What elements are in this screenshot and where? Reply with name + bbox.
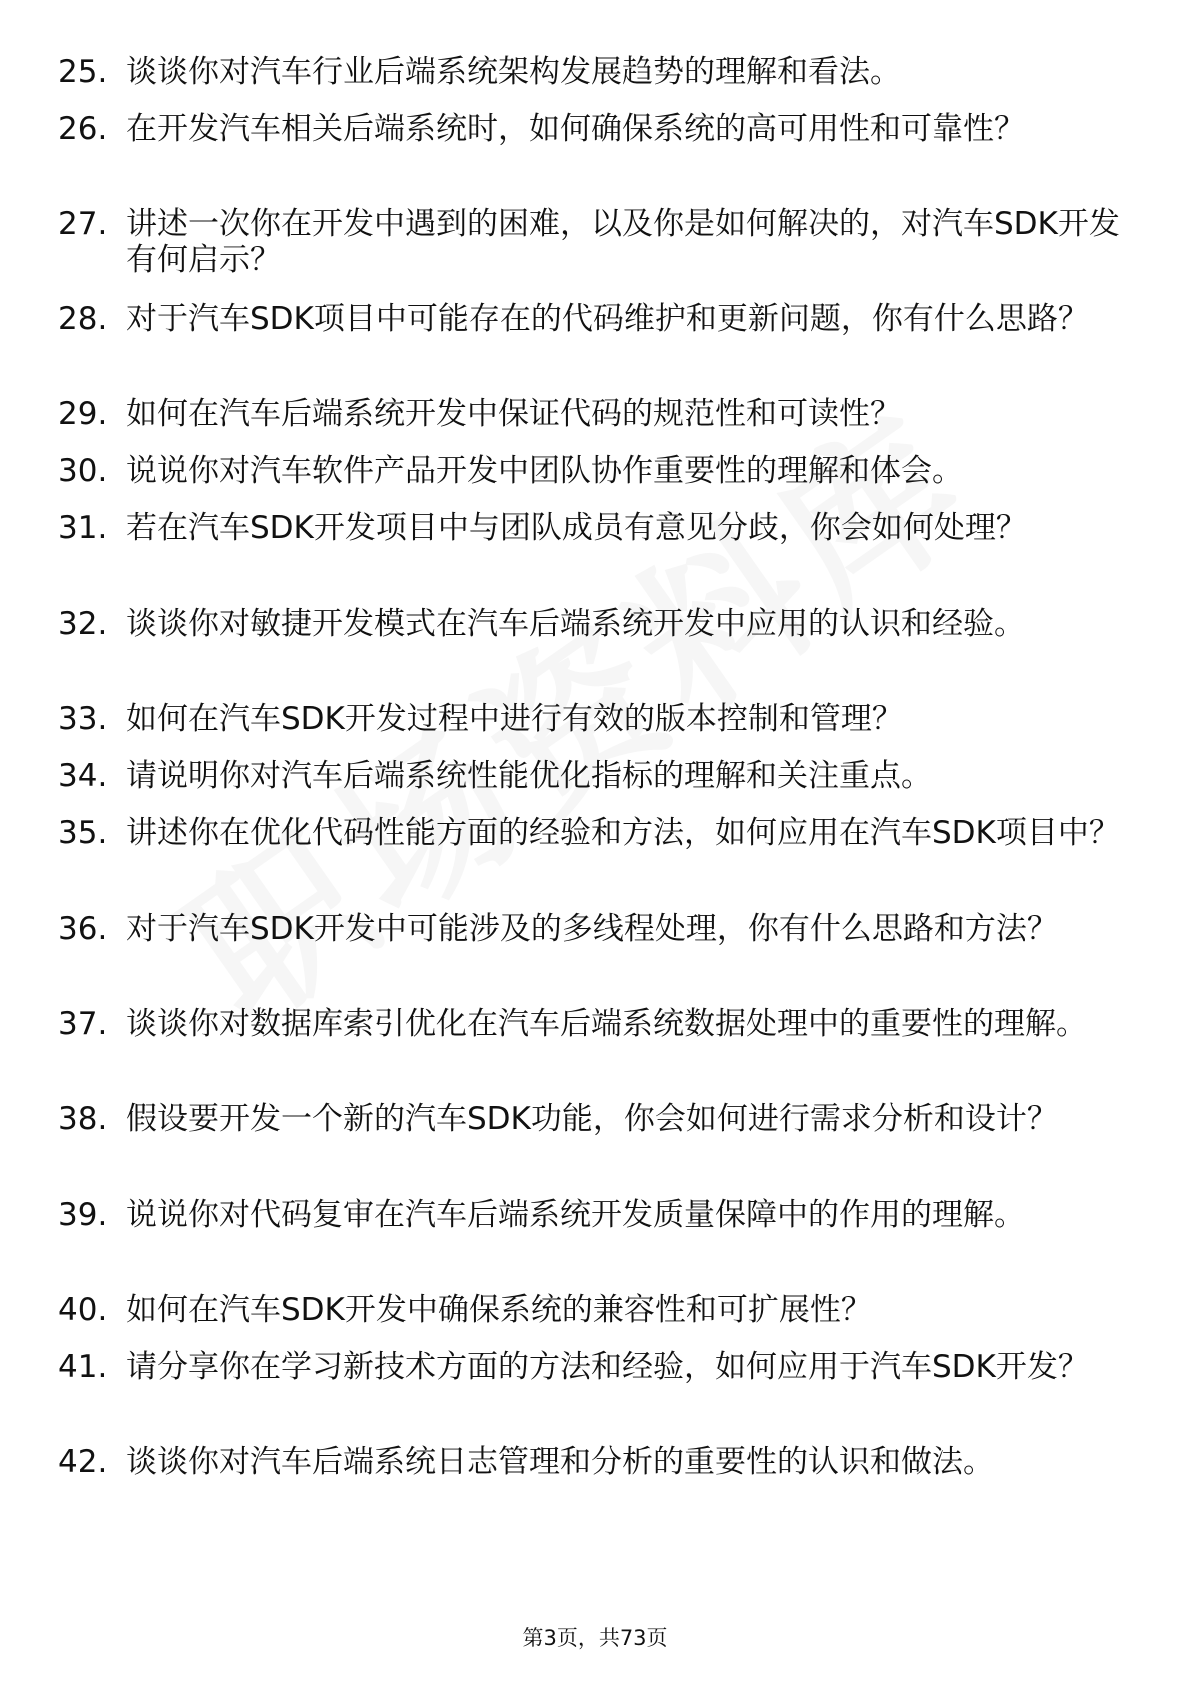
question-text: 对于汽车SDK开发中可能涉及的多线程处理，你有什么思路和方法？ <box>126 911 1058 947</box>
page-number: 第3页，共73页 <box>522 1626 668 1650</box>
question-text: 假设要开发一个新的汽车SDK功能，你会如何进行需求分析和设计？ <box>126 1101 1058 1137</box>
question-text: 谈谈你对汽车后端系统日志管理和分析的重要性的认识和做法。 <box>126 1444 994 1480</box>
question-text: 谈谈你对汽车行业后端系统架构发展趋势的理解和看法。 <box>126 54 901 90</box>
question-number: 40. <box>58 1292 108 1328</box>
question-text: 讲述你在优化代码性能方面的经验和方法，如何应用在汽车SDK项目中？ <box>126 815 1120 851</box>
question-number: 37. <box>58 1006 108 1042</box>
question-number: 35. <box>58 815 108 851</box>
question-number: 27. <box>58 206 108 242</box>
question-text: 如何在汽车SDK开发中确保系统的兼容性和可扩展性？ <box>126 1292 872 1328</box>
question-number: 25. <box>58 54 108 90</box>
question-number: 30. <box>58 453 108 489</box>
question-number: 36. <box>58 911 108 947</box>
question-number: 41. <box>58 1349 108 1385</box>
question-text: 谈谈你对敏捷开发模式在汽车后端系统开发中应用的认识和经验。 <box>126 606 1025 642</box>
question-text: 说说你对代码复审在汽车后端系统开发质量保障中的作用的理解。 <box>126 1197 1025 1233</box>
question-number: 42. <box>58 1444 108 1480</box>
question-number: 26. <box>58 111 108 147</box>
question-text: 讲述一次你在开发中遇到的困难，以及你是如何解决的，对汽车SDK开发有何启示？ <box>126 206 1120 278</box>
question-number: 28. <box>58 301 108 337</box>
question-text: 如何在汽车后端系统开发中保证代码的规范性和可读性？ <box>126 396 901 432</box>
question-number: 38. <box>58 1101 108 1137</box>
question-number: 33. <box>58 701 108 737</box>
question-text: 若在汽车SDK开发项目中与团队成员有意见分歧，你会如何处理？ <box>126 510 1027 546</box>
question-number: 29. <box>58 396 108 432</box>
question-text: 说说你对汽车软件产品开发中团队协作重要性的理解和体会。 <box>126 453 963 489</box>
question-text: 对于汽车SDK项目中可能存在的代码维护和更新问题，你有什么思路？ <box>126 301 1089 337</box>
question-text: 请分享你在学习新技术方面的方法和经验，如何应用于汽车SDK开发？ <box>126 1349 1089 1385</box>
question-text: 如何在汽车SDK开发过程中进行有效的版本控制和管理？ <box>126 701 903 737</box>
question-text: 在开发汽车相关后端系统时，如何确保系统的高可用性和可靠性？ <box>126 111 1025 147</box>
question-number: 39. <box>58 1197 108 1233</box>
question-number: 34. <box>58 758 108 794</box>
question-text: 谈谈你对数据库索引优化在汽车后端系统数据处理中的重要性的理解。 <box>126 1006 1087 1042</box>
question-number: 31. <box>58 510 108 546</box>
question-text: 请说明你对汽车后端系统性能优化指标的理解和关注重点。 <box>126 758 932 794</box>
question-number: 32. <box>58 606 108 642</box>
